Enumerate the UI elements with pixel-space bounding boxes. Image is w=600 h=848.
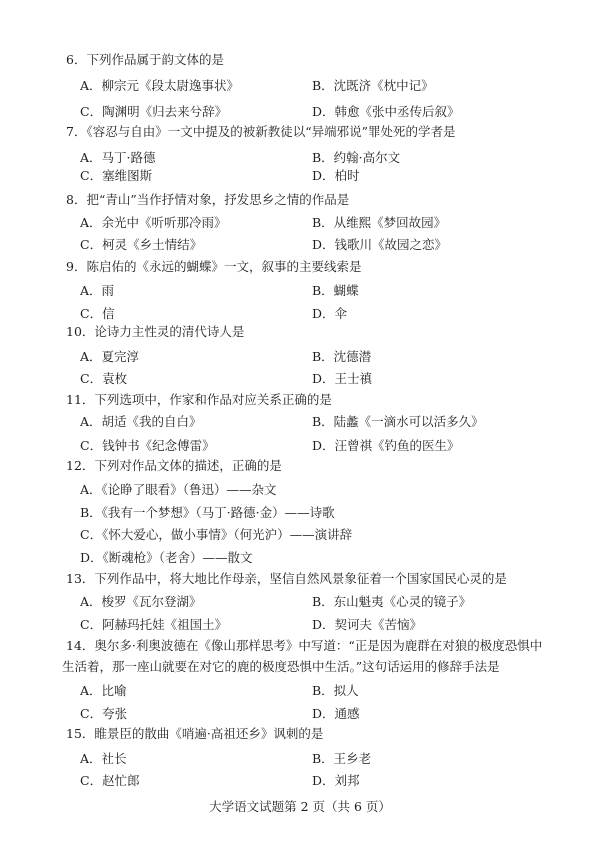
question-9-option-b: B．蝴蝶 [312, 283, 359, 298]
question-14-option-a: A．比喻 [80, 683, 127, 698]
question-6-option-b: B．沈既济《枕中记》 [312, 78, 434, 93]
question-9-option-c: C．信 [80, 306, 115, 321]
question-13-option-d: D．契诃夫《苦恼》 [312, 617, 423, 632]
question-12-option-a: A．《论睁了眼看》（鲁迅）——杂文 [80, 482, 277, 497]
question-12-stem: 12．下列对作品文体的描述，正确的是 [66, 458, 282, 473]
question-15-option-c: C．赵忙郎 [80, 773, 140, 788]
question-14-stem-line-1: 14．奥尔多·利奥波德在《像山那样思考》中写道：“正是因为鹿群在对狼的极度恐惧中 [66, 638, 543, 653]
question-15-option-b: B．王乡老 [312, 751, 372, 766]
question-7-option-b: B．约翰·高尔文 [312, 150, 401, 165]
question-6-stem: 6．下列作品属于韵文体的是 [66, 52, 224, 67]
question-10-stem: 10．论诗力主性灵的清代诗人是 [66, 324, 245, 339]
question-6-option-d: D．韩愈《张中丞传后叙》 [312, 104, 460, 119]
question-7-option-d: D．柏时 [312, 168, 360, 183]
question-13-option-b: B．东山魁夷《心灵的镜子》 [312, 594, 472, 609]
question-11-option-d: D．汪曾祺《钓鱼的医生》 [312, 438, 460, 453]
question-7-option-c: C．塞维图斯 [80, 168, 153, 183]
question-9-option-a: A．雨 [80, 283, 115, 298]
question-12-option-c: C．《怀大爱心，做小事情》（何光沪）——演讲辞 [80, 527, 353, 542]
question-8-option-b: B．从维熙《梦回故园》 [312, 215, 447, 230]
question-13-stem: 13．下列作品中，将大地比作母亲，坚信自然风景象征着一个国家国民心灵的是 [66, 571, 507, 586]
question-14-option-b: B．拟人 [312, 683, 359, 698]
question-11-option-c: C．钱钟书《纪念傅雷》 [80, 438, 215, 453]
question-12-option-b: B．《我有一个梦想》（马丁·路德·金）——诗歌 [80, 505, 335, 520]
question-11-option-a: A．胡适《我的自白》 [80, 414, 202, 429]
question-11-stem: 11．下列选项中，作家和作品对应关系正确的是 [66, 392, 332, 407]
page-footer: 大学语文试题第 2 页（共 6 页） [209, 799, 391, 814]
question-10-option-a: A．夏完淳 [80, 349, 140, 364]
question-11-option-b: B．陆蠡《一滴水可以活多久》 [312, 414, 484, 429]
question-7-option-a: A．马丁·路德 [80, 150, 156, 165]
question-8-option-c: C．柯灵《乡土情结》 [80, 237, 203, 252]
question-10-option-d: D．王士禛 [312, 371, 373, 386]
question-13-option-c: C．阿赫玛托娃《祖国土》 [80, 617, 228, 632]
question-15-option-a: A．社长 [80, 751, 127, 766]
question-6-option-c: C．陶渊明《归去来兮辞》 [80, 104, 228, 119]
question-12-option-d: D．《断魂枪》（老舍）——散文 [80, 550, 253, 565]
question-10-option-c: C．袁枚 [80, 371, 128, 386]
question-14-option-d: D．通感 [312, 706, 360, 721]
question-14-stem-line-2: 生活着，那一座山就要在对它的鹿的极度恐惧中生活。”这句话运用的修辞手法是 [62, 659, 500, 674]
question-9-option-d: D．伞 [312, 306, 348, 321]
question-9-stem: 9．陈启佑的《永远的蝴蝶》一文，叙事的主要线索是 [66, 259, 362, 274]
question-10-option-b: B．沈德潜 [312, 349, 372, 364]
question-14-option-c: C．夸张 [80, 706, 128, 721]
question-15-option-d: D．刘邦 [312, 773, 360, 788]
question-8-option-a: A．余光中《听听那冷雨》 [80, 215, 227, 230]
question-7-stem: 7．《容忍与自由》一文中提及的被新教徒以“异端邪说”罪处死的学者是 [66, 124, 456, 139]
question-6-option-a: A．柳宗元《段太尉逸事状》 [80, 78, 240, 93]
question-8-option-d: D．钱歌川《故园之恋》 [312, 237, 448, 252]
question-13-option-a: A．梭罗《瓦尔登湖》 [80, 594, 202, 609]
question-8-stem: 8．把“青山”当作抒情对象，抒发思乡之情的作品是 [66, 192, 350, 207]
question-15-stem: 15．睢景臣的散曲《哨遍·高祖还乡》讽刺的是 [66, 726, 324, 741]
